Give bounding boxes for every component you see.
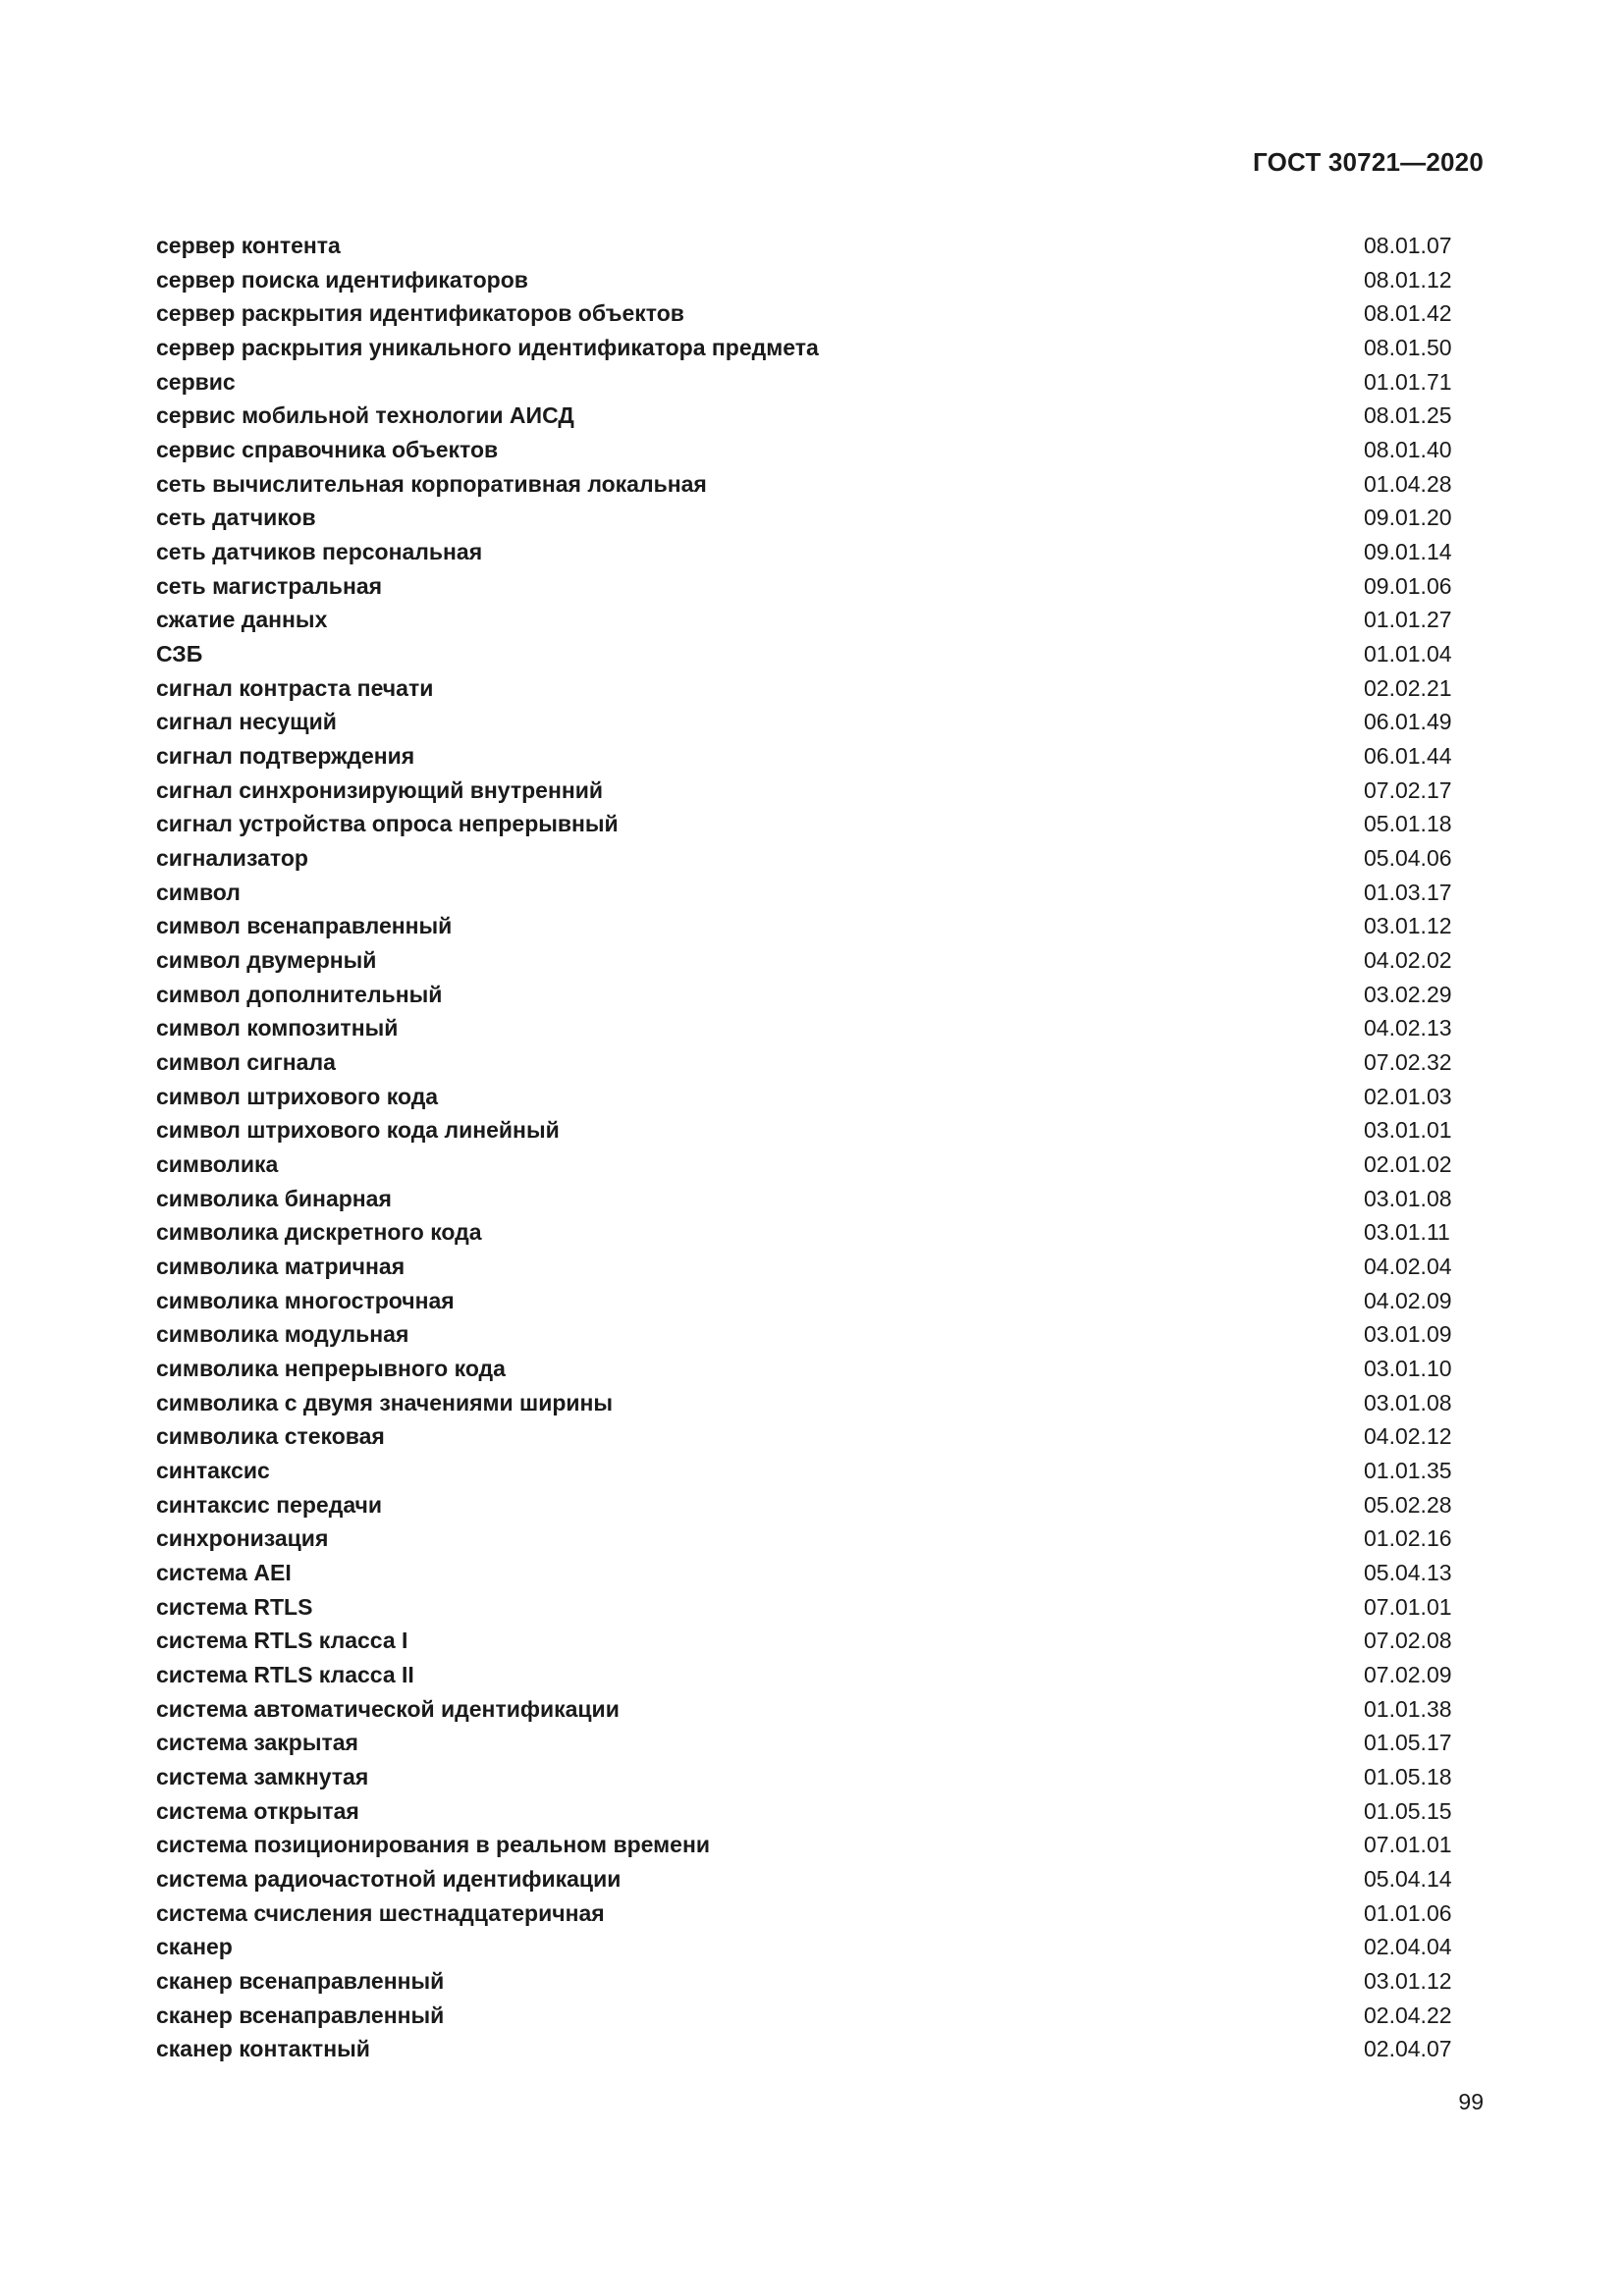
index-entry xyxy=(156,1931,1476,1965)
index-term: сервер раскрытия уникального идентификатора предмета xyxy=(156,334,819,360)
index-term: символика матричная xyxy=(156,1253,406,1279)
index-reference: 09.01.20 xyxy=(1364,505,1452,531)
index-term: сеть датчиков персональная xyxy=(156,538,483,564)
index-term: символика стековая xyxy=(156,1423,385,1450)
index-reference: 07.02.08 xyxy=(1364,1628,1452,1654)
index-reference: 03.01.12 xyxy=(1364,1968,1452,1995)
index-reference: 09.01.14 xyxy=(1364,538,1452,564)
index-entry xyxy=(156,705,1476,739)
index-reference: 01.01.35 xyxy=(1364,1458,1452,1484)
index-term: символ дополнительный xyxy=(156,981,443,1007)
index-reference: 08.01.12 xyxy=(1364,266,1452,293)
index-entry xyxy=(156,1284,1476,1318)
index-reference: 07.02.17 xyxy=(1364,776,1452,803)
index-entry xyxy=(156,1829,1476,1863)
index-reference: 04.02.09 xyxy=(1364,1287,1452,1313)
index-entry xyxy=(156,739,1476,774)
index-entry xyxy=(156,978,1476,1012)
index-reference: 02.04.07 xyxy=(1364,2036,1452,2062)
index-reference: 02.02.21 xyxy=(1364,674,1452,701)
index-reference: 01.04.28 xyxy=(1364,470,1452,497)
index-term: синхронизация xyxy=(156,1525,329,1552)
index-entry xyxy=(156,841,1476,876)
index-term: символ двумерный xyxy=(156,946,377,973)
index-term: сигнализатор xyxy=(156,844,308,871)
index-term: система автоматической идентификации xyxy=(156,1695,620,1722)
index-term: сигнал контраста печати xyxy=(156,674,434,701)
index-reference: 01.01.71 xyxy=(1364,368,1452,395)
index-reference: 07.02.32 xyxy=(1364,1048,1452,1075)
index-term: символика модульная xyxy=(156,1321,409,1348)
index-entry xyxy=(156,1556,1476,1590)
index-entry xyxy=(156,1386,1476,1420)
index-reference: 03.01.08 xyxy=(1364,1185,1452,1211)
index-entry xyxy=(156,296,1476,331)
index-term: система счисления шестнадцатеричная xyxy=(156,1899,605,1926)
index-reference: 01.05.15 xyxy=(1364,1797,1452,1824)
page-number: 99 xyxy=(1458,2089,1484,2114)
index-entry xyxy=(156,1215,1476,1250)
index-reference: 01.02.16 xyxy=(1364,1525,1452,1552)
index-term: символика многострочная xyxy=(156,1287,455,1313)
index-reference: 08.01.40 xyxy=(1364,436,1452,462)
index-reference: 05.02.28 xyxy=(1364,1491,1452,1518)
index-term: сервис справочника объектов xyxy=(156,436,499,462)
index-reference: 03.01.11 xyxy=(1364,1219,1450,1246)
index-entry xyxy=(156,1999,1476,2033)
index-entry xyxy=(156,1727,1476,1761)
index-entry xyxy=(156,1250,1476,1284)
index-term: сжатие данных xyxy=(156,607,328,633)
index-term: символ штрихового кода линейный xyxy=(156,1117,560,1144)
index-reference: 04.02.02 xyxy=(1364,946,1452,973)
index-entry xyxy=(156,774,1476,808)
index-entry xyxy=(156,1352,1476,1386)
index-term: символика непрерывного кода xyxy=(156,1356,506,1381)
index-entry xyxy=(156,1522,1476,1557)
index-term: сервер контента xyxy=(156,232,341,258)
index-term: система позиционирования в реальном времени xyxy=(156,1832,710,1858)
index-reference: 01.01.04 xyxy=(1364,640,1452,667)
index-entry xyxy=(156,433,1476,467)
index-reference: 01.05.18 xyxy=(1364,1764,1452,1790)
term-index-list xyxy=(156,229,1476,2066)
index-entry xyxy=(156,501,1476,535)
index-entry xyxy=(156,807,1476,841)
index-entry xyxy=(156,1862,1476,1896)
index-reference: 07.02.09 xyxy=(1364,1662,1452,1688)
index-term: система замкнутая xyxy=(156,1764,369,1790)
index-entry xyxy=(156,1182,1476,1216)
index-entry xyxy=(156,909,1476,943)
index-term: сканер xyxy=(156,1934,233,1960)
index-term: система RTLS класса II xyxy=(156,1662,414,1688)
index-reference: 01.03.17 xyxy=(1364,879,1452,905)
index-term: сканер контактный xyxy=(156,2036,370,2062)
index-term: сеть магистральная xyxy=(156,572,383,599)
index-reference: 04.02.13 xyxy=(1364,1015,1452,1041)
index-term: система RTLS xyxy=(156,1593,313,1620)
index-reference: 08.01.25 xyxy=(1364,402,1452,429)
index-entry xyxy=(156,1318,1476,1353)
index-term: сканер всенаправленный xyxy=(156,2002,445,2028)
index-reference: 04.02.04 xyxy=(1364,1253,1452,1279)
index-entry xyxy=(156,1011,1476,1045)
index-reference: 08.01.07 xyxy=(1364,232,1452,258)
index-reference: 05.04.06 xyxy=(1364,844,1452,871)
index-term: символ xyxy=(156,879,241,905)
index-entry xyxy=(156,637,1476,671)
index-term: символ всенаправленный xyxy=(156,913,453,939)
index-entry xyxy=(156,1625,1476,1659)
index-entry xyxy=(156,331,1476,365)
index-term: символ штрихового кода xyxy=(156,1083,439,1109)
index-reference: 08.01.42 xyxy=(1364,300,1452,327)
index-term: сигнал несущий xyxy=(156,709,337,735)
index-entry xyxy=(156,876,1476,910)
index-entry xyxy=(156,467,1476,502)
index-term: система радиочастотной идентификации xyxy=(156,1866,622,1893)
index-reference: 09.01.06 xyxy=(1364,572,1452,599)
index-term: символика дискретного кода xyxy=(156,1219,482,1246)
index-term: сеть вычислительная корпоративная локальная xyxy=(156,470,707,497)
index-reference: 03.02.29 xyxy=(1364,981,1452,1007)
index-term: СЗБ xyxy=(156,640,203,667)
index-reference: 04.02.12 xyxy=(1364,1423,1452,1450)
index-entry xyxy=(156,1080,1476,1114)
index-reference: 03.01.12 xyxy=(1364,913,1452,939)
index-term: символика с двумя значениями ширины xyxy=(156,1389,614,1415)
index-term: символика xyxy=(156,1150,279,1177)
index-entry xyxy=(156,1590,1476,1625)
index-entry xyxy=(156,263,1476,297)
index-entry xyxy=(156,1113,1476,1148)
index-term: сервер раскрытия идентификаторов объектов xyxy=(156,300,684,327)
document-header: ГОСТ 30721—2020 xyxy=(1253,147,1484,177)
index-term: система закрытая xyxy=(156,1730,358,1756)
index-reference: 05.04.14 xyxy=(1364,1866,1452,1893)
index-term: сигнал устройства опроса непрерывный xyxy=(156,811,619,837)
index-reference: 05.04.13 xyxy=(1364,1560,1452,1586)
index-entry xyxy=(156,2033,1476,2067)
index-reference: 03.01.01 xyxy=(1364,1117,1452,1144)
index-entry xyxy=(156,943,1476,978)
index-reference: 08.01.50 xyxy=(1364,334,1452,360)
index-entry xyxy=(156,1045,1476,1080)
index-entry xyxy=(156,671,1476,706)
index-reference: 01.05.17 xyxy=(1364,1730,1452,1756)
index-term: сигнал синхронизирующий внутренний xyxy=(156,776,604,803)
index-entry xyxy=(156,535,1476,569)
index-entry xyxy=(156,603,1476,637)
index-reference: 01.01.06 xyxy=(1364,1899,1452,1926)
index-reference: 07.01.01 xyxy=(1364,1832,1452,1858)
index-reference: 03.01.10 xyxy=(1364,1356,1452,1381)
index-term: символ композитный xyxy=(156,1015,399,1041)
index-reference: 06.01.44 xyxy=(1364,742,1452,769)
index-term: сигнал подтверждения xyxy=(156,742,415,769)
index-entry xyxy=(156,1794,1476,1829)
index-entry xyxy=(156,1658,1476,1692)
index-term: сеть датчиков xyxy=(156,505,316,531)
index-entry xyxy=(156,1964,1476,1999)
index-reference: 06.01.49 xyxy=(1364,709,1452,735)
index-entry xyxy=(156,365,1476,400)
index-entry xyxy=(156,399,1476,433)
index-term: система RTLS класса I xyxy=(156,1628,408,1654)
index-entry xyxy=(156,1896,1476,1931)
index-reference: 02.04.22 xyxy=(1364,2002,1452,2028)
index-term: система открытая xyxy=(156,1797,359,1824)
index-entry xyxy=(156,229,1476,263)
index-term: система AEI xyxy=(156,1560,292,1586)
index-entry xyxy=(156,1488,1476,1522)
index-entry xyxy=(156,1692,1476,1727)
index-term: сервис xyxy=(156,368,236,395)
index-term: синтаксис xyxy=(156,1458,270,1484)
index-reference: 07.01.01 xyxy=(1364,1593,1452,1620)
index-entry xyxy=(156,569,1476,604)
index-reference: 02.04.04 xyxy=(1364,1934,1452,1960)
index-entry xyxy=(156,1454,1476,1488)
index-term: синтаксис передачи xyxy=(156,1491,383,1518)
index-entry xyxy=(156,1148,1476,1182)
index-entry xyxy=(156,1760,1476,1794)
index-reference: 02.01.02 xyxy=(1364,1150,1452,1177)
index-reference: 01.01.38 xyxy=(1364,1695,1452,1722)
index-reference: 01.01.27 xyxy=(1364,607,1452,633)
index-term: сканер всенаправленный xyxy=(156,1968,445,1995)
index-entry xyxy=(156,1420,1476,1455)
index-term: символика бинарная xyxy=(156,1185,392,1211)
index-reference: 03.01.09 xyxy=(1364,1321,1452,1348)
index-term: символ сигнала xyxy=(156,1048,336,1075)
index-reference: 03.01.08 xyxy=(1364,1389,1452,1415)
index-reference: 02.01.03 xyxy=(1364,1083,1452,1109)
index-term: сервер поиска идентификаторов xyxy=(156,266,528,293)
index-term: сервис мобильной технологии АИСД xyxy=(156,402,574,429)
index-reference: 05.01.18 xyxy=(1364,811,1452,837)
